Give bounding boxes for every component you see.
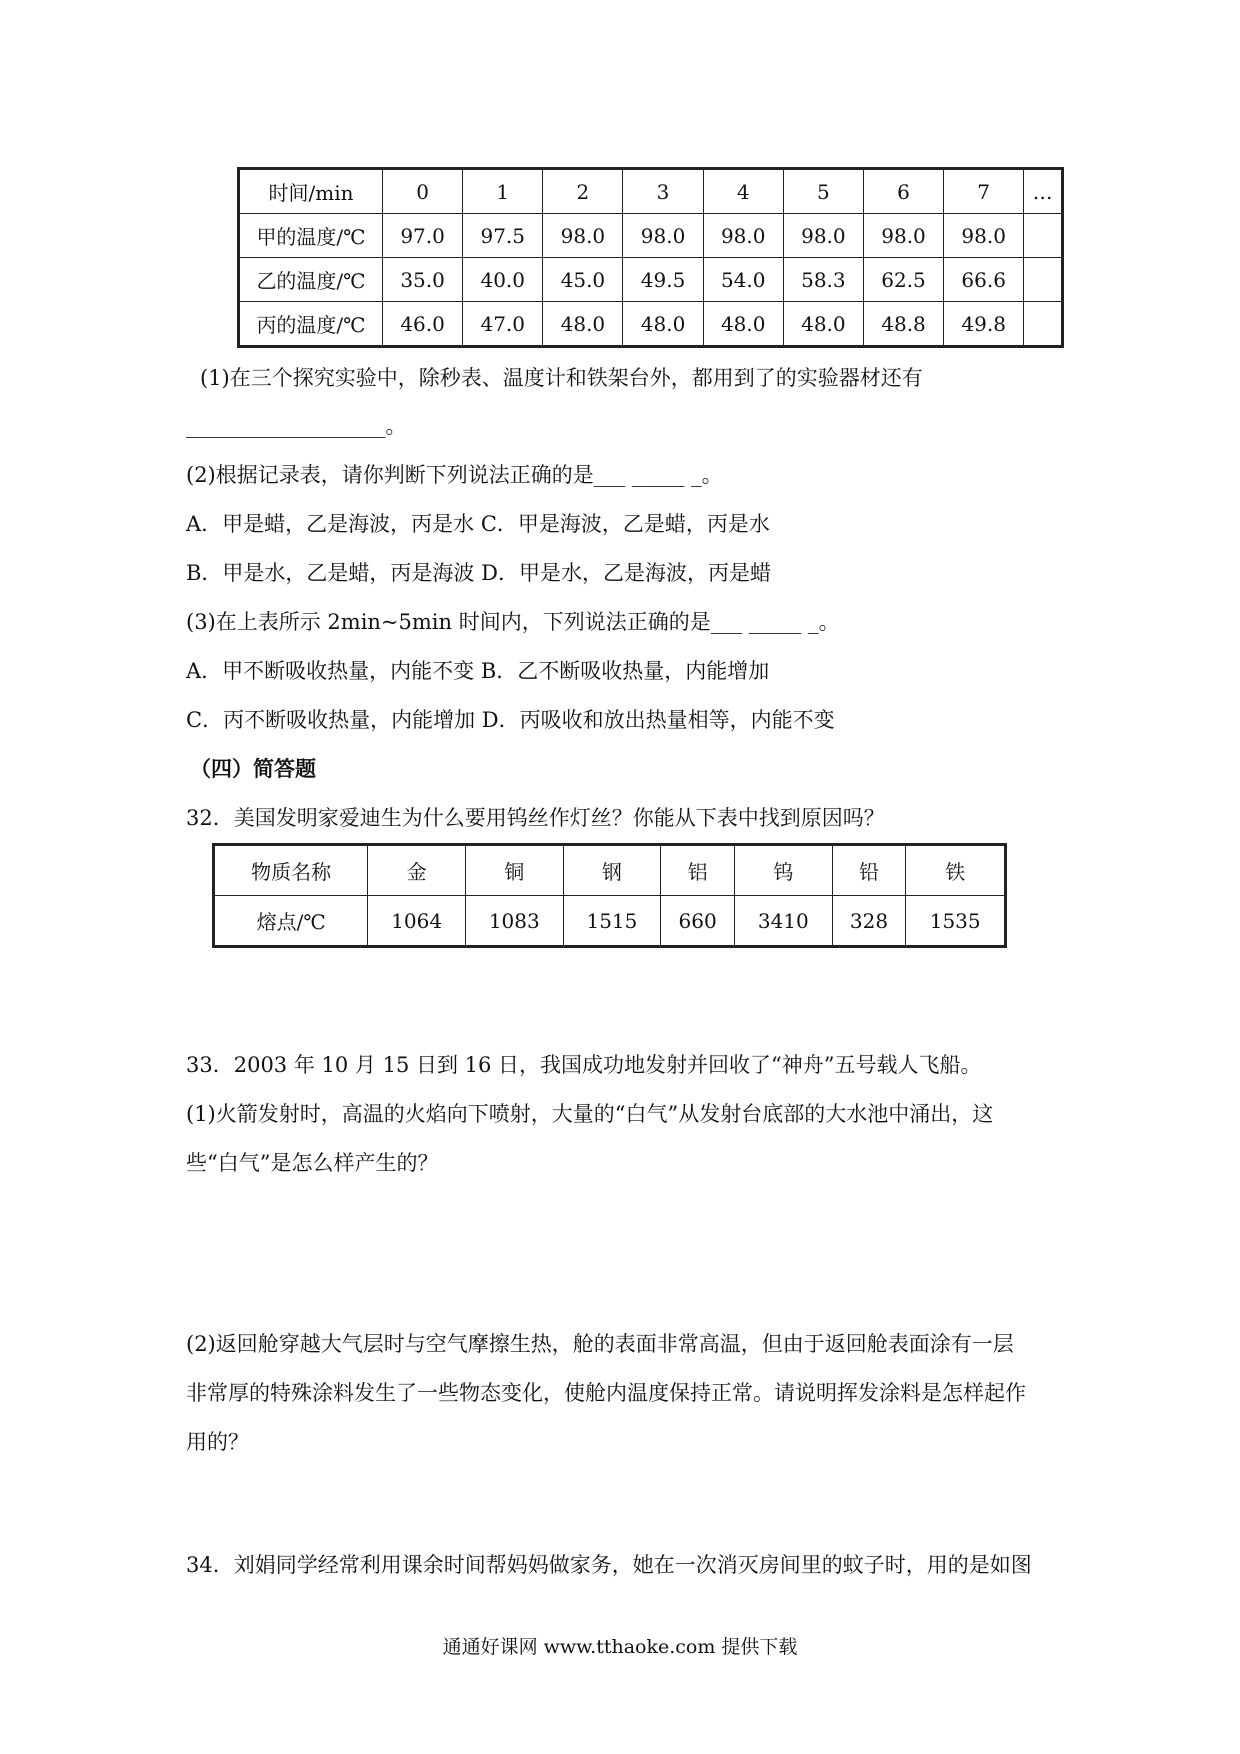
- table-cell: 铝: [661, 845, 735, 896]
- table-cell: 49.8: [944, 302, 1024, 347]
- table2-header-row: [214, 845, 1006, 896]
- table-cell: 46.0: [383, 302, 463, 347]
- table-cell: [1024, 302, 1063, 347]
- table-cell: 0: [383, 169, 463, 214]
- row-header-cell: 乙的温度/℃: [239, 258, 383, 302]
- table-cell: 98.0: [703, 214, 783, 258]
- q31-part2-question: (2)根据记录表，请你判断下列说法正确的是___ _____ _。: [186, 463, 723, 487]
- table-cell: 3: [623, 169, 703, 214]
- table-cell: 40.0: [463, 258, 543, 302]
- table-cell: 2: [543, 169, 623, 214]
- q33-part1-line1: (1)火箭发射时，高温的火焰向下喷射，大量的“白气”从发射台底部的大水池中涌出，这: [186, 1102, 994, 1126]
- q31-part3-options-cd: C．丙不断吸收热量，内能增加 D．丙吸收和放出热量相等，内能不变: [186, 708, 835, 732]
- row-header-cell: 物质名称: [214, 845, 368, 896]
- temperature-record-table: [237, 167, 1064, 348]
- table-cell: 97.0: [383, 214, 463, 258]
- table-cell: 钨: [734, 845, 832, 896]
- table-cell: 金: [368, 845, 466, 896]
- row-header-cell: 熔点/℃: [214, 896, 368, 947]
- q32-text: 32．美国发明家爱迪生为什么要用钨丝作灯丝？你能从下表中找到原因吗？: [186, 806, 885, 830]
- table-cell: 98.0: [944, 214, 1024, 258]
- table-cell: 98.0: [623, 214, 703, 258]
- table-cell: 66.6: [944, 258, 1024, 302]
- table-cell: 5: [783, 169, 863, 214]
- table-cell: 62.5: [863, 258, 943, 302]
- table-cell: 铅: [832, 845, 906, 896]
- table-cell: 1083: [465, 896, 563, 947]
- table-cell: 铜: [465, 845, 563, 896]
- row-header-cell: 丙的温度/℃: [239, 302, 383, 347]
- table-cell: 48.8: [863, 302, 943, 347]
- table-cell: 49.5: [623, 258, 703, 302]
- table-cell: 48.0: [623, 302, 703, 347]
- q31-part2-options-ac: A．甲是蜡，乙是海波，丙是水 C．甲是海波，乙是蜡，丙是水: [186, 512, 770, 536]
- table-cell: 47.0: [463, 302, 543, 347]
- table-cell: 98.0: [783, 214, 863, 258]
- table-cell: 1064: [368, 896, 466, 947]
- table-cell: [1024, 214, 1063, 258]
- row-header-cell: 甲的温度/℃: [239, 214, 383, 258]
- table-cell: [1024, 258, 1063, 302]
- table-cell: 4: [703, 169, 783, 214]
- table-cell: 48.0: [543, 302, 623, 347]
- q33-part2-line1: (2)返回舱穿越大气层时与空气摩擦生热，舱的表面非常高温，但由于返回舱表面涂有一层: [186, 1332, 1014, 1356]
- q33-part2-line3: 用的？: [186, 1430, 249, 1454]
- q33-text: 33．2003 年 10 月 15 日到 16 日，我国成功地发射并回收了“神舟”五号载人飞船。: [186, 1053, 982, 1077]
- table-cell: 328: [832, 896, 906, 947]
- table-cell: 48.0: [703, 302, 783, 347]
- table-cell: 35.0: [383, 258, 463, 302]
- table1-row: [239, 258, 1063, 302]
- q34-text: 34．刘娟同学经常利用课余时间帮妈妈做家务，她在一次消灭房间里的蚊子时，用的是如图: [186, 1553, 1032, 1577]
- table-cell: 48.0: [783, 302, 863, 347]
- section-title-short-answer: （四）简答题: [190, 756, 316, 781]
- table2-row: [214, 896, 1006, 947]
- footer-source: 通通好课网 www.tthaoke.com 提供下载: [442, 1636, 798, 1658]
- table-cell: 58.3: [783, 258, 863, 302]
- table-cell: 97.5: [463, 214, 543, 258]
- q31-part3-question: (3)在上表所示 2min~5min 时间内，下列说法正确的是___ _____ _。: [186, 610, 840, 634]
- table-cell: 1535: [906, 896, 1006, 947]
- table-cell: 98.0: [543, 214, 623, 258]
- row-header-cell: 时间/min: [239, 169, 383, 214]
- table-cell: 45.0: [543, 258, 623, 302]
- table-cell: 6: [863, 169, 943, 214]
- q33-part2-line2: 非常厚的特殊涂料发生了一些物态变化，使舱内温度保持正常。请说明挥发涂料是怎样起作: [186, 1381, 1026, 1405]
- table-cell: 54.0: [703, 258, 783, 302]
- table-cell: 660: [661, 896, 735, 947]
- q31-part3-options-ab: A．甲不断吸收热量，内能不变 B．乙不断吸收热量，内能增加: [186, 659, 770, 683]
- table1-header-row: [239, 169, 1063, 214]
- table-cell: 钢: [563, 845, 661, 896]
- q31-part1-blank: ___________________。: [186, 414, 407, 438]
- q33-part1-line2: 些“白气”是怎么样产生的？: [186, 1151, 439, 1175]
- q31-part1-line1: (1)在三个探究实验中，除秒表、温度计和铁架台外，都用到了的实验器材还有: [200, 366, 923, 390]
- table1-row: [239, 302, 1063, 347]
- melting-point-table: [212, 843, 1007, 948]
- table-cell: …: [1024, 169, 1063, 214]
- table-cell: 1515: [563, 896, 661, 947]
- table-cell: 1: [463, 169, 543, 214]
- table-cell: 铁: [906, 845, 1006, 896]
- q31-part2-options-bd: B．甲是水，乙是蜡，丙是海波 D．甲是水，乙是海波，丙是蜡: [186, 561, 771, 585]
- table-cell: 3410: [734, 896, 832, 947]
- table-cell: 98.0: [863, 214, 943, 258]
- table1-row: [239, 214, 1063, 258]
- table-cell: 7: [944, 169, 1024, 214]
